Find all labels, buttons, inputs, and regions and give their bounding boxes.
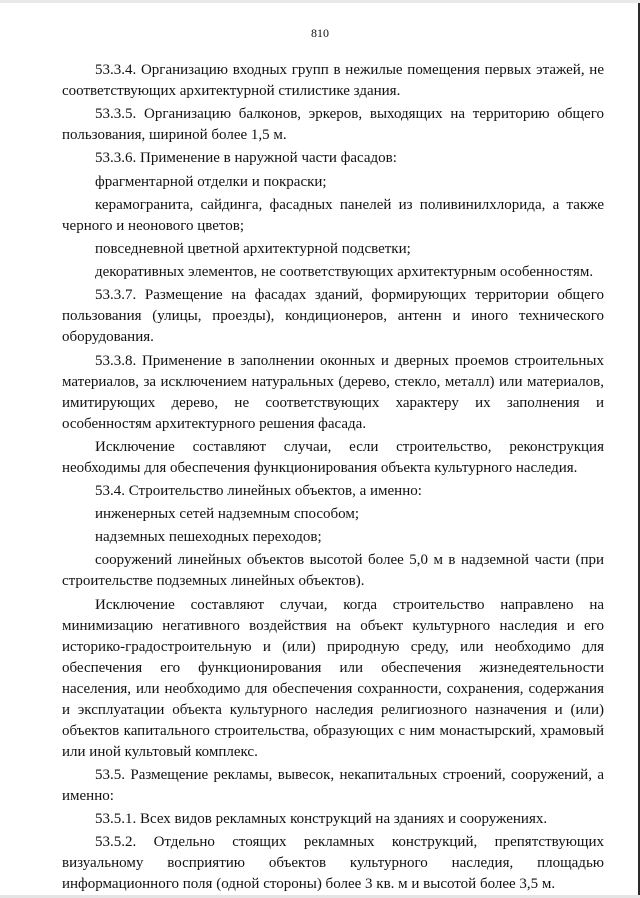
list-item: фрагментарной отделки и покраски; [95, 173, 327, 190]
paragraph-53-4: 53.4. Строительство линейных объектов, а именно: [95, 482, 422, 499]
paragraph-53-3-5: 53.3.5. Организацию балконов, эркеров, выходящих на территорию общего пользования, шириной более 1,5 м. [62, 106, 604, 144]
exception-paragraph: Исключение составляют случаи, если строительство, реконструкция необходимы для обеспечения функционирования объекта культурного наследия. [62, 438, 604, 476]
paragraph-53-5: 53.5. Размещение рекламы, вывесок, некапитальных строений, сооружений, а именно: [62, 766, 604, 804]
paragraph-53-3-4: 53.3.4. Организацию входных групп в нежилые помещения первых этажей, не соответствующих архитектурной стилистике здания. [62, 62, 604, 99]
list-item: сооружений линейных объектов высотой более 5,0 м в надземной части (при строительстве подземных линейных объектов). [62, 552, 604, 590]
list-item: керамогранита, сайдинга, фасадных панелей из поливинилхлорида, а также черного и неонового цветов; [62, 196, 604, 234]
document-body [62, 60, 604, 897]
paragraph-53-5-2: 53.5.2. Отдельно стоящих рекламных конструкций, препятствующих визуальному восприятию объектов культурного наследия, площадью информационного поля (одной стороны) более 3 кв. м и высотой более 3,5 м. [62, 834, 604, 893]
scan-edge-top [0, 0, 640, 3]
paragraph-53-3-7: 53.3.7. Размещение на фасадах зданий, формирующих территории общего пользования (улицы, проезды), кондиционеров, антенн и иного технического оборудования. [62, 287, 604, 346]
paragraph-53-3-8: 53.3.8. Применение в заполнении оконных и дверных проемов строительных материалов, за исключением натуральных (дерево, стекло, металл) или материалов, имитирующих дерево, не соответствующих характеру их заполнения и особенностям архитектурного решения фасада. [62, 352, 604, 432]
list-item: надземных пешеходных переходов; [95, 529, 322, 546]
list-item: повседневной цветной архитектурной подсветки; [95, 240, 411, 257]
paragraph-53-5-1: 53.5.1. Всех видов рекламных конструкций на зданиях и сооружениях. [95, 811, 548, 827]
list-item: декоративных элементов, не соответствующих архитектурным особенностям. [95, 264, 594, 281]
exception-paragraph: Исключение составляют случаи, когда строительство направлено на минимизацию негативного воздействия на объект культурного наследия и его историко-градостроительную и (или) природную среду, или необходимо для обеспечения его функционирования или обеспечения жизнедеятельности населения, или необходимо для обеспечения сохранности, сохранения, содержания и эксплуатации объекта культурного наследия религиозного назначения и (или) объектов капитального строительства, образующих с ним монастырский, храмовый или иной культовый комплекс. [62, 596, 604, 760]
paragraph-53-3-6: 53.3.6. Применение в наружной части фасадов: [95, 150, 397, 167]
page-number: 810 [311, 26, 329, 40]
list-item: инженерных сетей надземным способом; [95, 506, 360, 523]
